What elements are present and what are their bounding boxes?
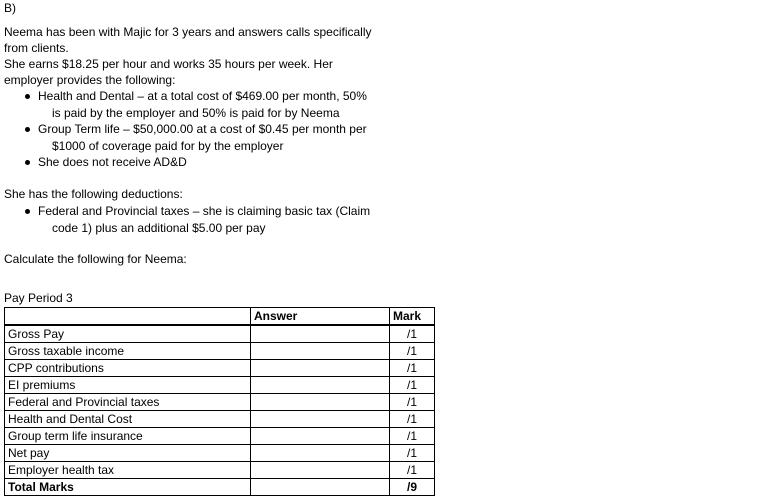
row-item: Net pay bbox=[5, 445, 251, 462]
table-header-row bbox=[5, 308, 435, 326]
mark-cell: /1 bbox=[390, 360, 435, 377]
header-answer: Answer bbox=[251, 308, 390, 326]
table-row bbox=[5, 411, 435, 428]
table-row bbox=[5, 377, 435, 394]
benefit-text-continued: $1000 of coverage paid for by the employer bbox=[52, 138, 284, 153]
benefits-list bbox=[4, 88, 367, 171]
table-row bbox=[5, 462, 435, 479]
benefit-item-add bbox=[4, 154, 367, 171]
answer-cell[interactable] bbox=[251, 360, 390, 377]
mark-cell: /1 bbox=[390, 428, 435, 445]
mark-cell: /1 bbox=[390, 377, 435, 394]
table-row bbox=[5, 325, 435, 343]
table-row bbox=[5, 343, 435, 360]
answer-cell[interactable] bbox=[251, 394, 390, 411]
table-title: Pay Period 3 bbox=[4, 291, 73, 305]
benefit-item-group-term-life bbox=[4, 121, 367, 154]
mark-cell: /1 bbox=[390, 325, 435, 343]
deduction-item-taxes bbox=[4, 203, 370, 236]
total-mark: /9 bbox=[390, 479, 435, 496]
calc-prompt: Calculate the following for Neema: bbox=[4, 252, 187, 266]
row-item: Employer health tax bbox=[5, 462, 251, 479]
mark-cell: /1 bbox=[390, 462, 435, 479]
answer-cell[interactable] bbox=[251, 325, 390, 343]
answer-cell[interactable] bbox=[251, 343, 390, 360]
row-item: Health and Dental Cost bbox=[5, 411, 251, 428]
mark-cell: /1 bbox=[390, 445, 435, 462]
deductions-list bbox=[4, 203, 370, 236]
answer-cell[interactable] bbox=[251, 377, 390, 394]
mark-cell: /1 bbox=[390, 411, 435, 428]
deductions-intro: She has the following deductions: bbox=[4, 187, 183, 201]
row-item: Group term life insurance bbox=[5, 428, 251, 445]
table-row bbox=[5, 360, 435, 377]
pay-period-table bbox=[4, 307, 435, 496]
row-item: Gross Pay bbox=[5, 325, 251, 343]
intro-line: Neema has been with Majic for 3 years and answers calls specifically bbox=[4, 25, 372, 39]
header-mark: Mark bbox=[390, 308, 435, 326]
table-row bbox=[5, 445, 435, 462]
table-total-row bbox=[5, 479, 435, 496]
mark-cell: /1 bbox=[390, 343, 435, 360]
table-row bbox=[5, 428, 435, 445]
table-row bbox=[5, 394, 435, 411]
benefit-text: Group Term life – $50,000.00 at a cost of $0.45 per month per bbox=[38, 122, 367, 136]
deduction-text: Federal and Provincial taxes – she is claiming basic tax (Claim bbox=[38, 204, 371, 218]
intro-line: employer provides the following: bbox=[4, 73, 176, 87]
benefit-text: Health and Dental – at a total cost of $469.00 per month, 50% bbox=[38, 89, 367, 103]
answer-cell[interactable] bbox=[251, 445, 390, 462]
answer-cell[interactable] bbox=[251, 462, 390, 479]
benefit-item-health-dental bbox=[4, 88, 367, 121]
total-label: Total Marks bbox=[5, 479, 251, 496]
benefit-text-continued: is paid by the employer and 50% is paid for by Neema bbox=[52, 105, 340, 120]
row-item: Gross taxable income bbox=[5, 343, 251, 360]
answer-cell[interactable] bbox=[251, 411, 390, 428]
intro-line: from clients. bbox=[4, 41, 69, 55]
answer-cell[interactable] bbox=[251, 428, 390, 445]
total-answer-cell[interactable] bbox=[251, 479, 390, 496]
row-item: CPP contributions bbox=[5, 360, 251, 377]
section-label: B) bbox=[4, 1, 16, 15]
intro-line: She earns $18.25 per hour and works 35 hours per week. Her bbox=[4, 57, 333, 71]
deduction-text-continued: code 1) plus an additional $5.00 per pay bbox=[52, 220, 266, 235]
row-item: Federal and Provincial taxes bbox=[5, 394, 251, 411]
intro-paragraph bbox=[4, 24, 372, 88]
header-item bbox=[5, 308, 251, 326]
row-item: EI premiums bbox=[5, 377, 251, 394]
benefit-text: She does not receive AD&D bbox=[38, 155, 187, 169]
mark-cell: /1 bbox=[390, 394, 435, 411]
